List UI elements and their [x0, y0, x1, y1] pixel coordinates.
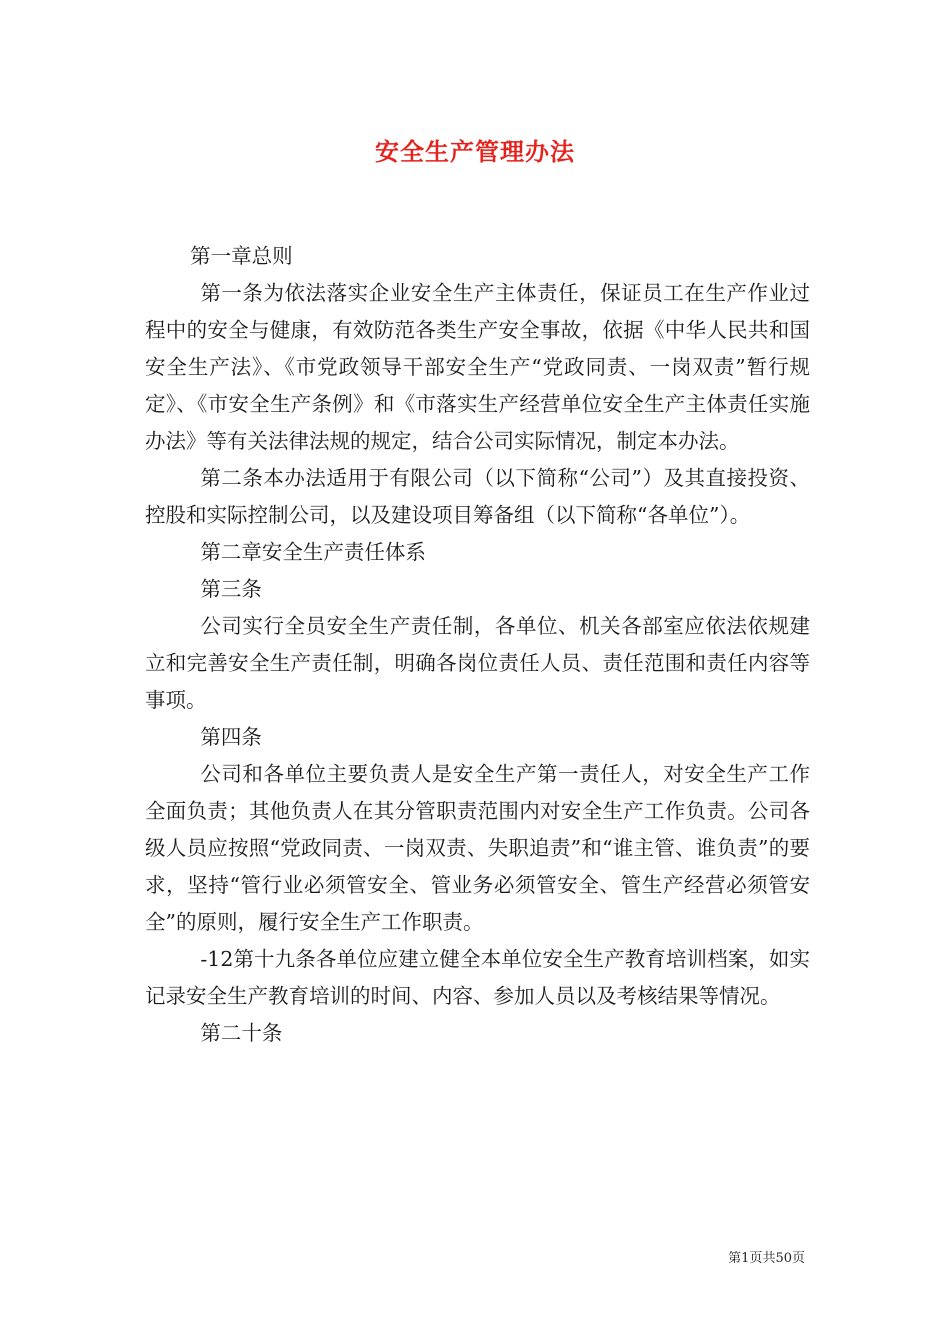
page-footer: 第1页共50页 — [728, 1251, 805, 1266]
article-4-paragraph: 公司和各单位主要负责人是安全生产第一责任人，对安全生产工作全面负责；其他负责人在其分管职责范围内对安全生产工作负责。公司各级人员应按照“党政同责、一岗双责、失职追责”和“谁主管、谁负责”的要求，坚持“管行业必须管安全、管业务必须管安全、管生产经营必须管安全”的原则，履行安全生产工作职责。 — [145, 762, 810, 934]
document-body — [145, 238, 810, 1052]
chapter-heading-2: 第二章安全生产责任体系 — [200, 540, 426, 564]
article-3-heading: 第三条 — [200, 577, 262, 601]
chapter-heading-1: 第一章总则 — [190, 244, 293, 268]
article-19-paragraph: -12第十九条各单位应建立健全本单位安全生产教育培训档案，如实记录安全生产教育培训的时间、内容、参加人员以及考核结果等情况。 — [145, 947, 810, 1008]
article-2-paragraph: 第二条本办法适用于有限公司（以下简称“公司”）及其直接投资、控股和实际控制公司，以及建设项目筹备组（以下简称“各单位”）。 — [145, 466, 810, 527]
article-1-paragraph: 第一条为依法落实企业安全生产主体责任，保证员工在生产作业过程中的安全与健康，有效防范各类生产安全事故，依据《中华人民共和国安全生产法》、《市党政领导干部安全生产“党政同责、一岗双责”暂行规定》、《市安全生产条例》和《市落实生产经营单位安全生产主体责任实施办法》等有关法律法规的规定，结合公司实际情况，制定本办法。 — [145, 281, 810, 453]
article-20-heading: 第二十条 — [200, 1021, 283, 1045]
article-3-paragraph: 公司实行全员安全生产责任制，各单位、机关各部室应依法依规建立和完善安全生产责任制，明确各岗位责任人员、责任范围和责任内容等事项。 — [145, 614, 810, 712]
article-4-heading: 第四条 — [200, 725, 262, 749]
page-title: 安全生产管理办法 — [375, 137, 575, 166]
